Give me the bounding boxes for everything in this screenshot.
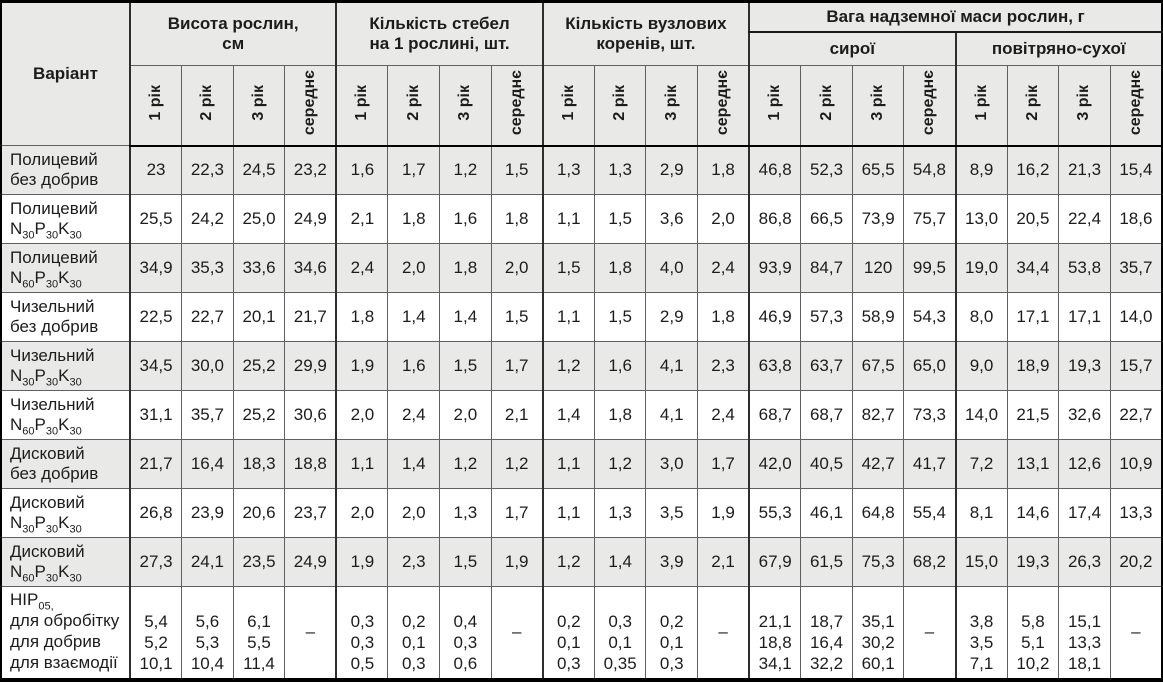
data-cell: 1,2 bbox=[491, 440, 543, 489]
data-cell: 1,5 bbox=[491, 293, 543, 342]
data-cell: 1,2 bbox=[440, 146, 492, 195]
data-cell: 14,0 bbox=[1110, 293, 1162, 342]
data-cell: 1,5 bbox=[440, 538, 492, 587]
data-cell: 23,7 bbox=[285, 489, 337, 538]
data-cell: 2,4 bbox=[698, 244, 750, 293]
data-cell: 3,9 bbox=[646, 538, 698, 587]
table-row bbox=[1, 146, 1162, 195]
data-cell: 42,7 bbox=[852, 440, 904, 489]
data-cell: 18,6 bbox=[1110, 195, 1162, 244]
data-cell: 1,6 bbox=[440, 195, 492, 244]
data-cell: 2,0 bbox=[440, 391, 492, 440]
data-cell: 1,5 bbox=[440, 342, 492, 391]
data-cell: 65,5 bbox=[852, 146, 904, 195]
data-cell: 75,3 bbox=[852, 538, 904, 587]
year-header-label: 1 рік bbox=[559, 84, 577, 121]
data-cell: 1,9 bbox=[336, 538, 388, 587]
dash-cell: – bbox=[491, 587, 543, 680]
data-cell: 46,8 bbox=[749, 146, 801, 195]
data-cell: 2,4 bbox=[388, 391, 440, 440]
data-cell: 42,0 bbox=[749, 440, 801, 489]
data-cell: 35,7 bbox=[182, 391, 234, 440]
data-cell: 24,1 bbox=[182, 538, 234, 587]
data-cell: 53,8 bbox=[1059, 244, 1111, 293]
data-cell: 26,3 bbox=[1059, 538, 1111, 587]
data-cell: 24,2 bbox=[182, 195, 234, 244]
year-header-label: 3 рік bbox=[869, 84, 887, 121]
year-header-label: 3 рік bbox=[249, 84, 267, 121]
group-header-line: Кількість вузлових bbox=[565, 13, 727, 33]
data-cell: 63,7 bbox=[801, 342, 853, 391]
data-cell: 24,9 bbox=[285, 538, 337, 587]
lsd-cell: 5,6 5,3 10,4 bbox=[182, 587, 234, 680]
data-cell: 21,7 bbox=[285, 293, 337, 342]
data-cell: 52,3 bbox=[801, 146, 853, 195]
lsd-cell: 0,2 0,1 0,3 bbox=[646, 587, 698, 680]
row-label: Чизельний $N_{60}P_{30}K_{30}$ bbox=[1, 391, 130, 440]
year-header bbox=[440, 66, 492, 146]
data-cell: 30,0 bbox=[182, 342, 234, 391]
lsd-cell: 3,8 3,5 7,1 bbox=[956, 587, 1008, 680]
year-header bbox=[852, 66, 904, 146]
table-row bbox=[1, 538, 1162, 587]
row-label: Дисковий без добрив bbox=[1, 440, 130, 489]
data-cell: 19,0 bbox=[956, 244, 1008, 293]
data-cell: 13,1 bbox=[1007, 440, 1059, 489]
year-header-label: 2 рік bbox=[404, 84, 422, 121]
data-cell: 2,4 bbox=[336, 244, 388, 293]
data-cell: 2,0 bbox=[336, 489, 388, 538]
data-cell: 2,3 bbox=[388, 538, 440, 587]
data-cell: 16,2 bbox=[1007, 146, 1059, 195]
data-cell: 1,9 bbox=[336, 342, 388, 391]
data-cell: 1,4 bbox=[388, 440, 440, 489]
data-cell: 34,4 bbox=[1007, 244, 1059, 293]
data-cell: 3,5 bbox=[646, 489, 698, 538]
data-cell: 22,7 bbox=[1110, 391, 1162, 440]
lsd-cell: 21,1 18,8 34,1 bbox=[749, 587, 801, 680]
year-header bbox=[491, 66, 543, 146]
data-cell: 2,1 bbox=[491, 391, 543, 440]
row-label: Дисковий $N_{60}P_{30}K_{30}$ bbox=[1, 538, 130, 587]
data-cell: 33,6 bbox=[233, 244, 285, 293]
data-cell: 68,7 bbox=[801, 391, 853, 440]
table-row bbox=[1, 195, 1162, 244]
data-cell: 13,0 bbox=[956, 195, 1008, 244]
year-header-label: 2 рік bbox=[817, 84, 835, 121]
data-cell: 66,5 bbox=[801, 195, 853, 244]
data-cell: 1,4 bbox=[594, 538, 646, 587]
table-row bbox=[1, 244, 1162, 293]
data-cell: 17,4 bbox=[1059, 489, 1111, 538]
data-cell: 4,1 bbox=[646, 391, 698, 440]
year-header-label: 3 рік bbox=[662, 84, 680, 121]
data-cell: 14,0 bbox=[956, 391, 1008, 440]
table-header bbox=[1, 2, 1162, 146]
data-cell: 1,8 bbox=[698, 146, 750, 195]
data-cell: 1,7 bbox=[491, 489, 543, 538]
data-cell: 1,5 bbox=[543, 244, 595, 293]
year-header-label: 1 рік bbox=[353, 84, 371, 121]
data-cell: 1,7 bbox=[698, 440, 750, 489]
row-label: Полицевий $N_{30}P_{30}K_{30}$ bbox=[1, 195, 130, 244]
data-cell: 27,3 bbox=[130, 538, 182, 587]
data-cell: 54,8 bbox=[904, 146, 956, 195]
dash-cell: – bbox=[904, 587, 956, 680]
data-cell: 1,3 bbox=[543, 146, 595, 195]
data-cell: 1,4 bbox=[543, 391, 595, 440]
dash-cell: – bbox=[698, 587, 750, 680]
data-cell: 18,8 bbox=[285, 440, 337, 489]
data-cell: 73,9 bbox=[852, 195, 904, 244]
data-cell: 4,0 bbox=[646, 244, 698, 293]
data-cell: 3,0 bbox=[646, 440, 698, 489]
data-cell: 12,6 bbox=[1059, 440, 1111, 489]
data-cell: 1,2 bbox=[543, 538, 595, 587]
row-label: Полицевий без добрив bbox=[1, 146, 130, 195]
data-cell: 25,2 bbox=[233, 391, 285, 440]
variant-column-header: Варіант bbox=[1, 2, 130, 146]
data-cell: 29,9 bbox=[285, 342, 337, 391]
data-cell: 22,4 bbox=[1059, 195, 1111, 244]
data-cell: 22,3 bbox=[182, 146, 234, 195]
data-cell: 68,2 bbox=[904, 538, 956, 587]
data-cell: 68,7 bbox=[749, 391, 801, 440]
year-header-label: 2 рік bbox=[1023, 84, 1041, 121]
data-cell: 20,6 bbox=[233, 489, 285, 538]
data-cell: 58,9 bbox=[852, 293, 904, 342]
data-cell: 25,0 bbox=[233, 195, 285, 244]
data-cell: 18,9 bbox=[1007, 342, 1059, 391]
group-header-line: коренів, шт. bbox=[596, 34, 696, 53]
data-cell: 1,4 bbox=[440, 293, 492, 342]
data-cell: 25,2 bbox=[233, 342, 285, 391]
data-cell: 1,1 bbox=[543, 440, 595, 489]
year-header bbox=[749, 66, 801, 146]
lsd-cell: 6,1 5,5 11,4 bbox=[233, 587, 285, 680]
data-cell: 82,7 bbox=[852, 391, 904, 440]
data-cell: 23,5 bbox=[233, 538, 285, 587]
row-label: Чизельний без добрив bbox=[1, 293, 130, 342]
lsd-cell: 35,1 30,2 60,1 bbox=[852, 587, 904, 680]
row-label: Полицевий $N_{60}P_{30}K_{30}$ bbox=[1, 244, 130, 293]
data-cell: 1,6 bbox=[388, 342, 440, 391]
data-cell: 41,7 bbox=[904, 440, 956, 489]
data-cell: 57,3 bbox=[801, 293, 853, 342]
group-header-line: Висота рослин, bbox=[167, 13, 299, 33]
data-cell: 19,3 bbox=[1007, 538, 1059, 587]
year-header-label: 3 рік bbox=[456, 84, 474, 121]
data-cell: 15,7 bbox=[1110, 342, 1162, 391]
data-cell: 1,4 bbox=[388, 293, 440, 342]
data-cell: 23 bbox=[130, 146, 182, 195]
group-header-mass-weight: Вага надземної маси рослин, г bbox=[749, 2, 1162, 32]
lsd-cell: 0,4 0,3 0,6 bbox=[440, 587, 492, 680]
data-cell: 1,2 bbox=[594, 440, 646, 489]
lsd-cell: 5,4 5,2 10,1 bbox=[130, 587, 182, 680]
data-cell: 1,7 bbox=[388, 146, 440, 195]
table-row bbox=[1, 489, 1162, 538]
data-cell: 2,9 bbox=[646, 146, 698, 195]
year-header-label: 1 рік bbox=[972, 84, 990, 121]
subgroup-header-air-dry: повітряно-сухої bbox=[956, 32, 1163, 66]
year-header bbox=[1059, 66, 1111, 146]
row-label: Чизельний $N_{30}P_{30}K_{30}$ bbox=[1, 342, 130, 391]
data-cell: 34,9 bbox=[130, 244, 182, 293]
data-cell: 8,9 bbox=[956, 146, 1008, 195]
data-cell: 26,8 bbox=[130, 489, 182, 538]
year-header-label: 3 рік bbox=[1075, 84, 1093, 121]
data-cell: 1,8 bbox=[594, 244, 646, 293]
subgroup-header-raw: сирої bbox=[749, 32, 955, 66]
group-header-stems bbox=[336, 2, 542, 66]
data-cell: 10,9 bbox=[1110, 440, 1162, 489]
data-cell: 34,5 bbox=[130, 342, 182, 391]
data-cell: 1,6 bbox=[594, 342, 646, 391]
data-cell: 64,8 bbox=[852, 489, 904, 538]
year-header bbox=[1110, 66, 1162, 146]
data-cell: 24,5 bbox=[233, 146, 285, 195]
data-cell: 1,8 bbox=[388, 195, 440, 244]
data-cell: 24,9 bbox=[285, 195, 337, 244]
data-cell: 15,0 bbox=[956, 538, 1008, 587]
data-cell: 1,3 bbox=[440, 489, 492, 538]
year-header bbox=[801, 66, 853, 146]
data-cell: 2,9 bbox=[646, 293, 698, 342]
data-cell: 67,9 bbox=[749, 538, 801, 587]
data-cell: 3,6 bbox=[646, 195, 698, 244]
data-cell: 1,1 bbox=[336, 440, 388, 489]
data-cell: 2,0 bbox=[336, 391, 388, 440]
data-cell: 2,0 bbox=[388, 489, 440, 538]
data-cell: 1,1 bbox=[543, 489, 595, 538]
dash-cell: – bbox=[1110, 587, 1162, 680]
data-cell: 16,4 bbox=[182, 440, 234, 489]
data-cell: 21,7 bbox=[130, 440, 182, 489]
data-cell: 9,0 bbox=[956, 342, 1008, 391]
data-cell: 1,3 bbox=[594, 146, 646, 195]
data-cell: 86,8 bbox=[749, 195, 801, 244]
year-header bbox=[285, 66, 337, 146]
table-row bbox=[1, 342, 1162, 391]
year-header-label: середнє bbox=[920, 70, 938, 136]
data-cell: 2,1 bbox=[698, 538, 750, 587]
year-header bbox=[646, 66, 698, 146]
data-cell: 22,7 bbox=[182, 293, 234, 342]
table-row bbox=[1, 293, 1162, 342]
data-cell: 23,2 bbox=[285, 146, 337, 195]
data-cell: 61,5 bbox=[801, 538, 853, 587]
year-header-label: 1 рік bbox=[766, 84, 784, 121]
data-cell: 23,9 bbox=[182, 489, 234, 538]
data-cell: 8,0 bbox=[956, 293, 1008, 342]
data-cell: 1,8 bbox=[440, 244, 492, 293]
data-cell: 1,1 bbox=[543, 293, 595, 342]
lsd-row bbox=[1, 587, 1162, 680]
year-header-label: середнє bbox=[507, 70, 525, 136]
group-header-line: Кількість стебел bbox=[369, 13, 510, 33]
data-cell: 2,3 bbox=[698, 342, 750, 391]
data-cell: 1,5 bbox=[491, 146, 543, 195]
table-row bbox=[1, 440, 1162, 489]
data-cell: 21,3 bbox=[1059, 146, 1111, 195]
data-cell: 1,7 bbox=[491, 342, 543, 391]
group-header-line: на 1 рослині, шт. bbox=[369, 34, 510, 53]
data-cell: 17,1 bbox=[1007, 293, 1059, 342]
dash-cell: – bbox=[285, 587, 337, 680]
year-header bbox=[336, 66, 388, 146]
data-cell: 1,2 bbox=[440, 440, 492, 489]
data-cell: 20,5 bbox=[1007, 195, 1059, 244]
data-cell: 30,6 bbox=[285, 391, 337, 440]
year-header bbox=[130, 66, 182, 146]
data-cell: 35,3 bbox=[182, 244, 234, 293]
lsd-row-label: $НІР_{05,}$ для обробітку для добрив для взаємодії bbox=[1, 587, 130, 680]
data-cell: 22,5 bbox=[130, 293, 182, 342]
data-cell: 55,4 bbox=[904, 489, 956, 538]
data-cell: 8,1 bbox=[956, 489, 1008, 538]
lsd-cell: 15,1 13,3 18,1 bbox=[1059, 587, 1111, 680]
table-body bbox=[1, 146, 1162, 680]
year-header bbox=[1007, 66, 1059, 146]
data-cell: 31,1 bbox=[130, 391, 182, 440]
year-header-label: середнє bbox=[714, 70, 732, 136]
data-cell: 1,8 bbox=[594, 391, 646, 440]
data-cell: 25,5 bbox=[130, 195, 182, 244]
data-cell: 1,8 bbox=[336, 293, 388, 342]
table-row bbox=[1, 391, 1162, 440]
data-cell: 2,0 bbox=[388, 244, 440, 293]
year-header bbox=[543, 66, 595, 146]
data-cell: 20,2 bbox=[1110, 538, 1162, 587]
data-cell: 13,3 bbox=[1110, 489, 1162, 538]
data-cell: 7,2 bbox=[956, 440, 1008, 489]
data-cell: 19,3 bbox=[1059, 342, 1111, 391]
data-cell: 1,2 bbox=[543, 342, 595, 391]
data-cell: 18,3 bbox=[233, 440, 285, 489]
row-label: Дисковий $N_{30}P_{30}K_{30}$ bbox=[1, 489, 130, 538]
data-cell: 1,1 bbox=[543, 195, 595, 244]
data-cell: 2,0 bbox=[698, 195, 750, 244]
data-cell: 120 bbox=[852, 244, 904, 293]
lsd-cell: 0,3 0,1 0,35 bbox=[594, 587, 646, 680]
year-header bbox=[388, 66, 440, 146]
data-cell: 14,6 bbox=[1007, 489, 1059, 538]
data-cell: 46,1 bbox=[801, 489, 853, 538]
data-cell: 40,5 bbox=[801, 440, 853, 489]
lsd-cell: 0,2 0,1 0,3 bbox=[543, 587, 595, 680]
data-cell: 99,5 bbox=[904, 244, 956, 293]
group-header-plant-height bbox=[130, 2, 336, 66]
data-cell: 73,3 bbox=[904, 391, 956, 440]
lsd-cell: 18,7 16,4 32,2 bbox=[801, 587, 853, 680]
data-cell: 2,4 bbox=[698, 391, 750, 440]
year-header-label: середнє bbox=[301, 70, 319, 136]
year-header bbox=[594, 66, 646, 146]
data-cell: 4,1 bbox=[646, 342, 698, 391]
data-cell: 17,1 bbox=[1059, 293, 1111, 342]
data-cell: 54,3 bbox=[904, 293, 956, 342]
data-cell: 20,1 bbox=[233, 293, 285, 342]
data-cell: 1,3 bbox=[594, 489, 646, 538]
lsd-cell: 0,3 0,3 0,5 bbox=[336, 587, 388, 680]
data-cell: 1,8 bbox=[491, 195, 543, 244]
data-cell: 46,9 bbox=[749, 293, 801, 342]
data-cell: 15,4 bbox=[1110, 146, 1162, 195]
data-cell: 34,6 bbox=[285, 244, 337, 293]
year-header-label: 2 рік bbox=[611, 84, 629, 121]
data-cell: 1,9 bbox=[698, 489, 750, 538]
lsd-cell: 0,2 0,1 0,3 bbox=[388, 587, 440, 680]
data-cell: 2,1 bbox=[336, 195, 388, 244]
year-header bbox=[904, 66, 956, 146]
group-header-line: см bbox=[222, 34, 245, 53]
year-header bbox=[182, 66, 234, 146]
data-cell: 65,0 bbox=[904, 342, 956, 391]
data-cell: 93,9 bbox=[749, 244, 801, 293]
data-cell: 84,7 bbox=[801, 244, 853, 293]
data-cell: 63,8 bbox=[749, 342, 801, 391]
data-cell: 32,6 bbox=[1059, 391, 1111, 440]
year-header-label: 2 рік bbox=[198, 84, 216, 121]
data-cell: 1,8 bbox=[698, 293, 750, 342]
data-cell: 67,5 bbox=[852, 342, 904, 391]
year-header bbox=[956, 66, 1008, 146]
data-cell: 2,0 bbox=[491, 244, 543, 293]
year-header-label: 1 рік bbox=[147, 84, 165, 121]
year-header-label: середнє bbox=[1126, 70, 1144, 136]
data-cell: 21,5 bbox=[1007, 391, 1059, 440]
year-header bbox=[233, 66, 285, 146]
lsd-cell: 5,8 5,1 10,2 bbox=[1007, 587, 1059, 680]
data-cell: 1,9 bbox=[491, 538, 543, 587]
data-cell: 1,5 bbox=[594, 195, 646, 244]
year-header bbox=[698, 66, 750, 146]
data-cell: 1,5 bbox=[594, 293, 646, 342]
group-header-nodal-roots bbox=[543, 2, 749, 66]
data-cell: 1,6 bbox=[336, 146, 388, 195]
data-cell: 55,3 bbox=[749, 489, 801, 538]
data-cell: 75,7 bbox=[904, 195, 956, 244]
data-cell: 35,7 bbox=[1110, 244, 1162, 293]
